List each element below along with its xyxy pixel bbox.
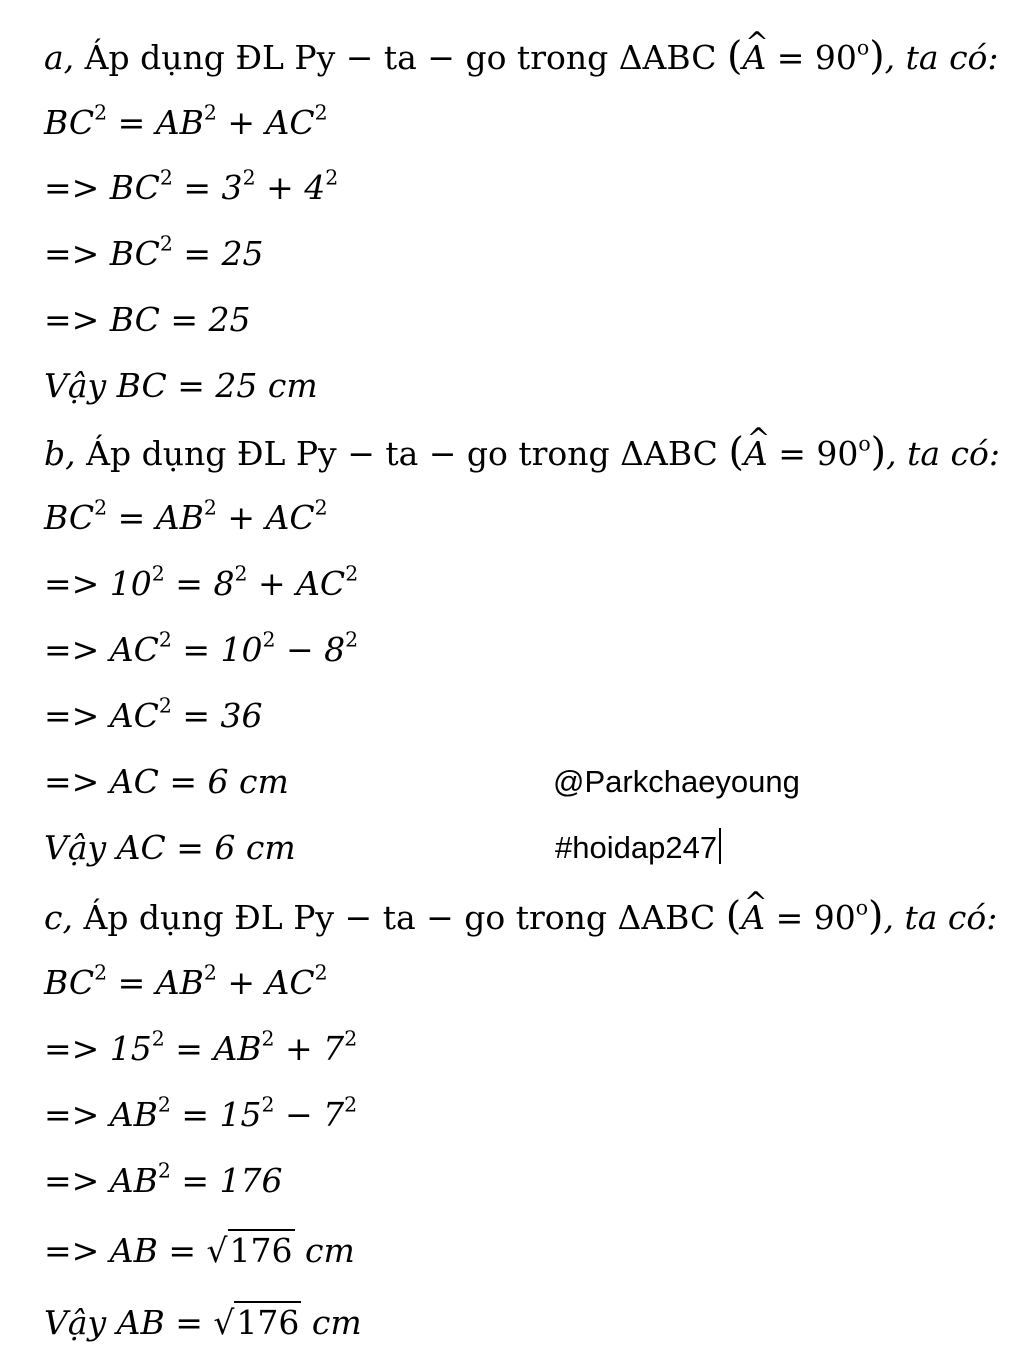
equation-line: => $10^2 = 8^2 + AC^2$: [44, 561, 359, 603]
watermark-user: @Parkchaeyoung: [553, 764, 800, 799]
conclusion-line: Vậy AC = 6 cm: [44, 828, 296, 867]
part-c-heading: c, Áp dụng ĐL Py − ta − go trong ΔABC (^ $A = 90^o$), ta có:: [44, 888, 997, 944]
watermark-tag: #hoidap247: [555, 828, 721, 868]
equation-line: => $15^2 = AB^2 + 7^2$: [44, 1026, 358, 1068]
part-b-heading: b, Áp dụng ĐL Py − ta − go trong ΔABC (^ $A = 90^o$), ta có:: [44, 424, 1000, 480]
equation-line: => AC = 6 cm: [44, 762, 289, 801]
part-a-heading: a, Áp dụng ĐL Py − ta − go trong ΔABC (^ $A = 90^o$), ta có:: [44, 28, 999, 84]
equation-line: => $AC^2 = 10^2 - 8^2$: [44, 627, 359, 669]
equation-line: $BC^2 = AB^2 + AC^2$: [44, 100, 328, 142]
equation-line: => BC = 25: [44, 300, 251, 339]
equation-line: $BC^2 = AB^2 + AC^2$: [44, 495, 328, 537]
conclusion-line: Vậy AB = √176 cm: [44, 1303, 362, 1342]
conclusion-line: Vậy BC = 25 cm: [44, 366, 318, 405]
equation-line: => $AB^2 = 176$: [44, 1158, 283, 1200]
equation-line: $BC^2 = AB^2 + AC^2$: [44, 960, 328, 1002]
sqrt-icon: √: [206, 1231, 228, 1270]
equation-line: => $AB^2 = 15^2 - 7^2$: [44, 1092, 358, 1134]
text-cursor: [719, 828, 721, 864]
sqrt-icon: √: [213, 1303, 235, 1342]
angle-a: ^ A: [742, 30, 766, 86]
equation-line: => $AC^2 = 36$: [44, 693, 263, 735]
equation-line: => $BC^2 = 3^2 + 4^2$: [44, 165, 339, 207]
equation-line: => $BC^2 = 25$: [44, 231, 264, 273]
angle-a: ^ A: [741, 890, 765, 946]
equation-line: => AB = √176 cm: [44, 1231, 355, 1270]
angle-a: ^ A: [744, 426, 768, 482]
